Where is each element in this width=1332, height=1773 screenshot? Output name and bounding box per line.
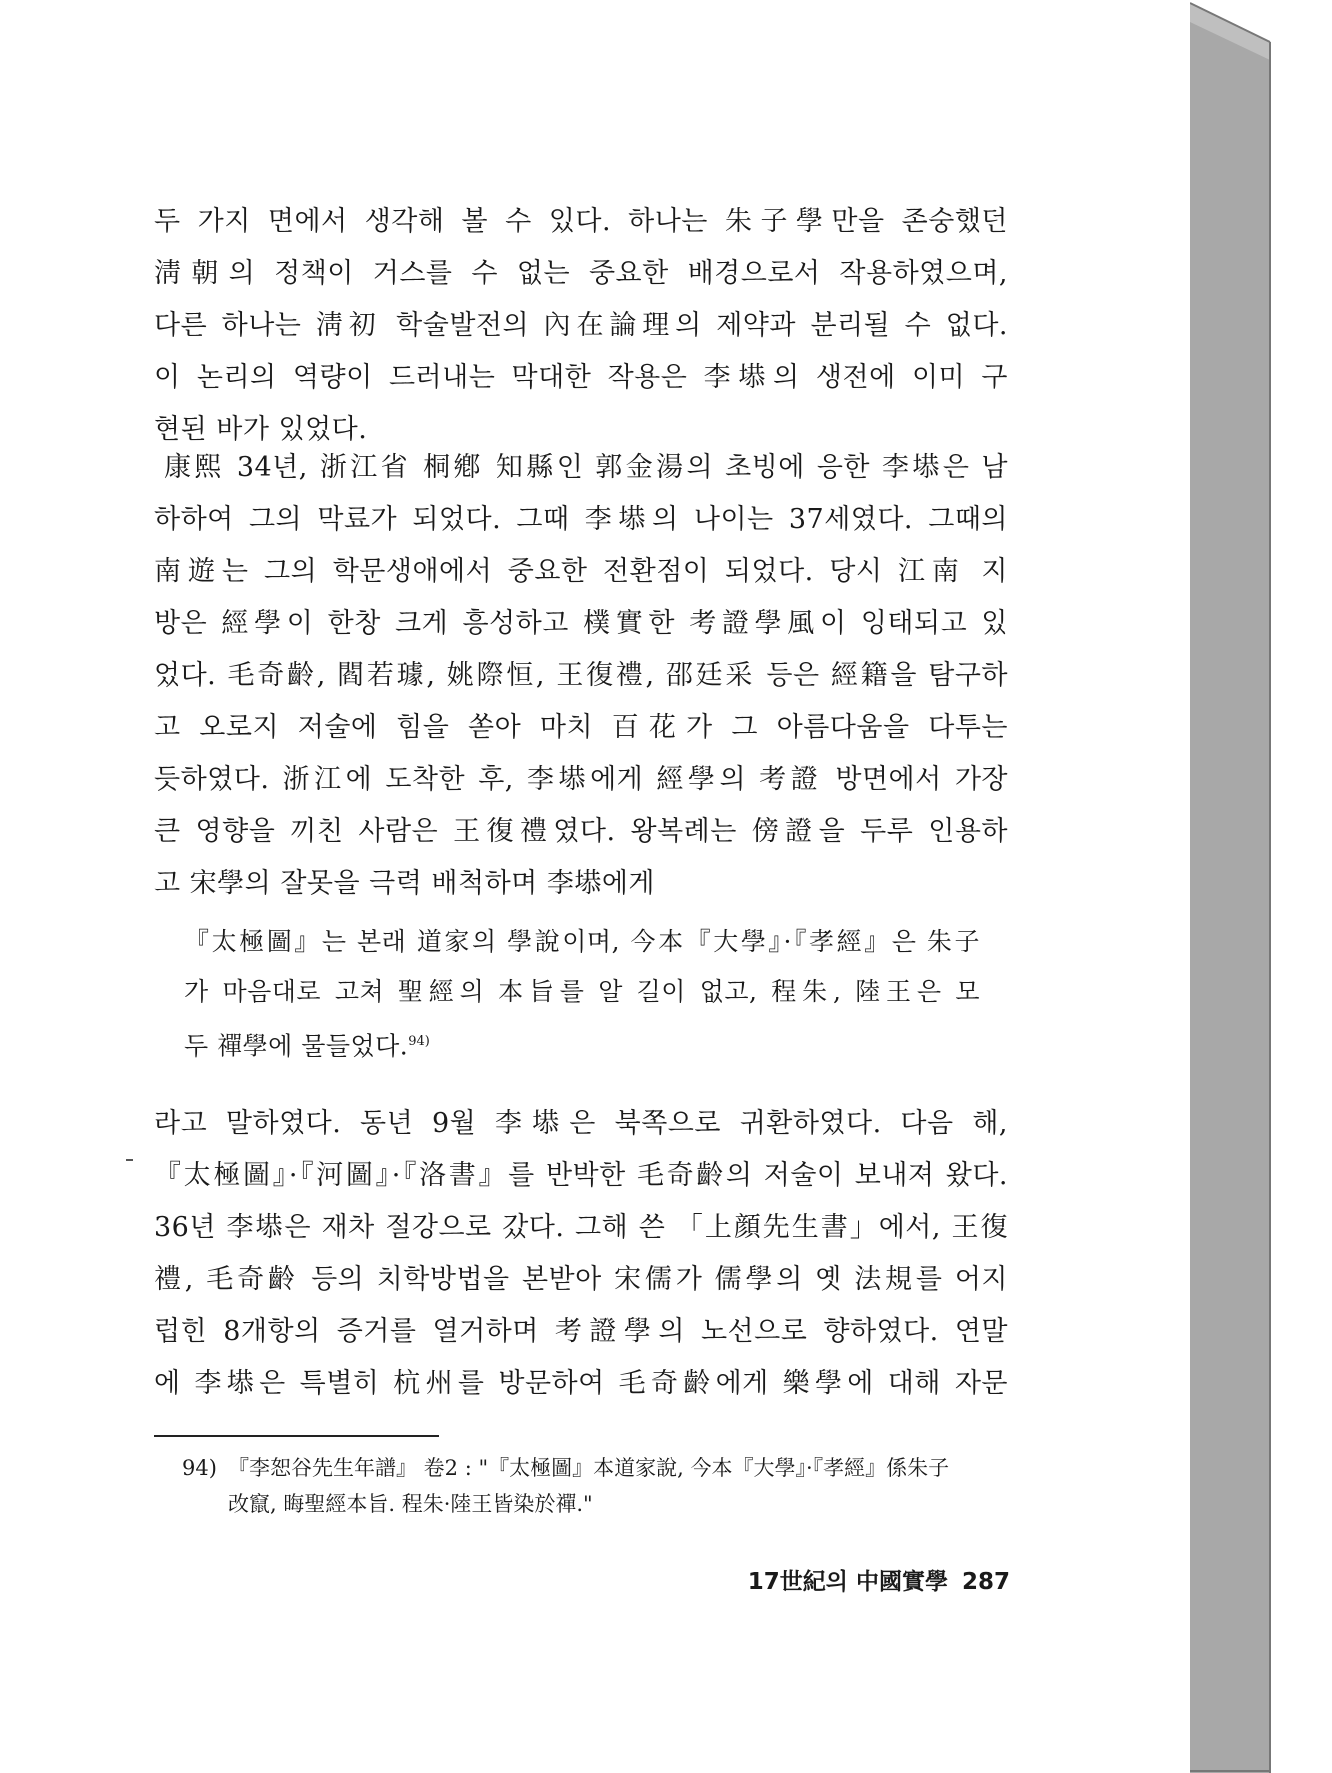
text-line: 禮, 毛奇齡 등의 치학방법을 본받아 宋儒가 儒學의 옛 法規를 어지 (154, 1264, 1008, 1295)
footnote (182, 1450, 982, 1522)
running-footer (748, 1563, 1010, 1596)
quote-line: 『太極圖』는 본래 道家의 學說이며, 今本『大學』·『孝經』은 朱子 (184, 927, 980, 956)
book-page (2, 2, 1190, 1771)
quote-text: 두 禪學에 물들었다. (184, 1031, 409, 1061)
text-line: 럽힌 8개항의 증거를 열거하며 考證學의 노선으로 향하였다. 연말 (154, 1316, 1008, 1347)
text-line: 『太極圖』·『河圖』·『洛書』를 반박한 毛奇齡의 저술이 보내져 왔다. (154, 1160, 1008, 1191)
text-line: 다른 하나는 淸初 학술발전의 內在論理의 제약과 분리될 수 없다. (154, 310, 1008, 341)
text-line: 康熙 34년, 浙江省 桐鄕 知縣인 郭金湯의 초빙에 응한 李塨은 남 (164, 452, 1008, 483)
text-line: 하하여 그의 막료가 되었다. 그때 李塨의 나이는 37세였다. 그때의 (154, 504, 1008, 535)
book-title: 17世紀의 中國實學 (747, 1569, 948, 1595)
text-line: 라고 말하였다. 동년 9월 李塨은 북쪽으로 귀환하였다. 다음 해, (154, 1108, 1008, 1139)
text-line: 에 李塨은 특별히 杭州를 방문하여 毛奇齡에게 樂學에 대해 자문 (154, 1368, 1008, 1399)
text-line: 고 오로지 저술에 힘을 쏟아 마치 百花가 그 아름다움을 다투는 (154, 712, 1008, 743)
text-line: 고 宋學의 잘못을 극력 배척하며 李塨에게 (154, 868, 655, 899)
text-line: 淸朝의 정책이 거스를 수 없는 중요한 배경으로서 작용하였으며, (154, 258, 1008, 289)
text-line: 현된 바가 있었다. (154, 414, 368, 445)
text-line: 두 가지 면에서 생각해 볼 수 있다. 하나는 朱子學만을 존숭했던 (154, 206, 1008, 237)
stray-print-mark (126, 1159, 133, 1161)
text-line: 방은 經學이 한창 크게 흥성하고 樸實한 考證學風이 잉태되고 있 (154, 608, 1008, 639)
quote-line (184, 1022, 980, 1062)
quote-line: 가 마음대로 고쳐 聖經의 本旨를 알 길이 없고, 程朱, 陸王은 모 (184, 977, 980, 1006)
footnote-line: 改竄, 晦聖經本旨. 程朱·陸王皆染於禪." (228, 1492, 593, 1516)
footnote-reference: 94) (408, 1034, 430, 1049)
text-line: 었다. 毛奇齡, 閻若璩, 姚際恒, 王復禮, 邵廷采 등은 經籍을 탐구하 (154, 660, 1008, 691)
text-line: 南遊는 그의 학문생애에서 중요한 전환점이 되었다. 당시 江南 지 (154, 556, 1008, 587)
text-line: 이 논리의 역량이 드러내는 막대한 작용은 李塨의 생전에 이미 구 (154, 362, 1008, 393)
text-line: 큰 영향을 끼친 사람은 王復禮였다. 왕복례는 傍證을 두루 인용하 (154, 816, 1008, 847)
footnote-line (182, 1450, 982, 1486)
page-number: 287 (961, 1569, 1010, 1595)
footnote-number: 94) (182, 1456, 217, 1480)
text-line: 36년 李塨은 재차 절강으로 갔다. 그해 쓴 「上顔先生書」에서, 王復 (154, 1212, 1008, 1243)
text-line: 듯하였다. 浙江에 도착한 후, 李塨에게 經學의 考證 방면에서 가장 (154, 764, 1008, 795)
footnote-divider (154, 1435, 439, 1437)
footnote-text: 『李恕谷先生年譜』 卷2 : "『太極圖』本道家說, 今本『大學』·『孝經』係朱子 (228, 1456, 950, 1480)
